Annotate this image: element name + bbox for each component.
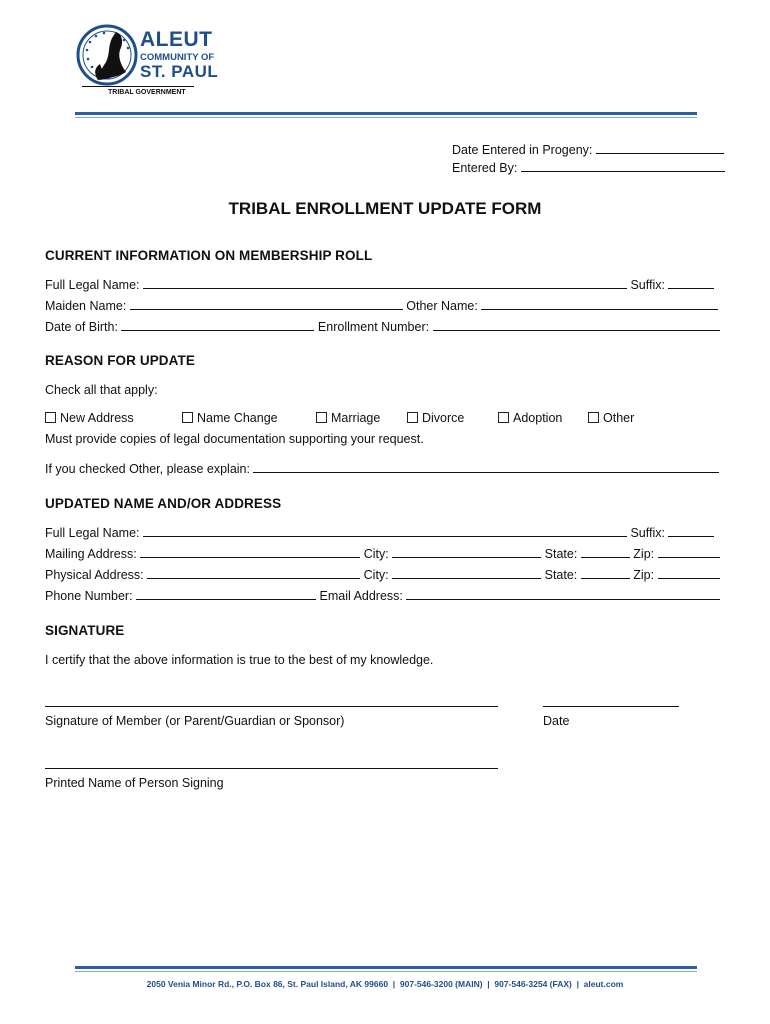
current-suffix-field[interactable]	[668, 277, 714, 289]
current-full-name-label: Full Legal Name:	[45, 278, 140, 292]
entered-by-row	[452, 160, 725, 175]
other-explain-row	[45, 461, 719, 476]
dob-label: Date of Birth:	[45, 320, 118, 334]
footer-rule-thin	[75, 971, 697, 972]
checkbox-new-address[interactable]: New Address	[45, 411, 134, 425]
current-dob-row	[45, 319, 720, 334]
current-full-name-field[interactable]	[143, 277, 627, 289]
mailing-zip-label: Zip:	[633, 547, 655, 561]
physical-address-row	[45, 567, 720, 582]
printed-name-line[interactable]	[45, 768, 498, 769]
checkbox-icon[interactable]	[588, 412, 599, 423]
current-name-row	[45, 277, 714, 292]
physical-city-field[interactable]	[392, 567, 541, 579]
entered-by-field[interactable]	[521, 160, 725, 172]
logo-divider	[82, 86, 194, 87]
physical-city-label: City:	[363, 568, 389, 582]
mailing-state-field[interactable]	[581, 546, 630, 558]
signature-line[interactable]	[45, 706, 498, 707]
physical-address-field[interactable]	[147, 567, 360, 579]
email-address-field[interactable]	[406, 588, 720, 600]
logo-name-line1: ALEUT	[140, 28, 213, 51]
updated-full-name-field[interactable]	[143, 525, 627, 537]
signature-heading: SIGNATURE	[45, 623, 125, 638]
physical-zip-field[interactable]	[658, 567, 720, 579]
updated-suffix-field[interactable]	[668, 525, 714, 537]
physical-zip-label: Zip:	[633, 568, 655, 582]
certify-statement: I certify that the above information is true to the best of my knowledge.	[45, 653, 434, 667]
other-name-label: Other Name:	[406, 299, 478, 313]
documentation-note: Must provide copies of legal documentation supporting your request.	[45, 432, 424, 446]
updated-name-row	[45, 525, 714, 540]
updated-full-name-label: Full Legal Name:	[45, 526, 140, 540]
checkbox-icon[interactable]	[498, 412, 509, 423]
checkbox-name-change[interactable]: Name Change	[182, 411, 278, 425]
maiden-name-field[interactable]	[130, 298, 403, 310]
header-rule	[75, 112, 697, 115]
other-name-field[interactable]	[481, 298, 718, 310]
printed-name-label: Printed Name of Person Signing	[45, 776, 224, 790]
updated-suffix-label: Suffix:	[630, 526, 665, 540]
email-address-label: Email Address:	[319, 589, 403, 603]
mailing-zip-field[interactable]	[658, 546, 720, 558]
phone-email-row	[45, 588, 720, 603]
logo-subtitle: TRIBAL GOVERNMENT	[108, 89, 186, 96]
mailing-address-label: Mailing Address:	[45, 547, 137, 561]
enrollment-number-label: Enrollment Number:	[317, 320, 430, 334]
checkbox-divorce[interactable]: Divorce	[407, 411, 464, 425]
form-title: TRIBAL ENROLLMENT UPDATE FORM	[228, 199, 542, 218]
phone-number-label: Phone Number:	[45, 589, 133, 603]
checkbox-icon[interactable]	[407, 412, 418, 423]
signature-label: Signature of Member (or Parent/Guardian or Sponsor)	[45, 714, 345, 728]
current-info-heading: CURRENT INFORMATION ON MEMBERSHIP ROLL	[45, 248, 373, 263]
maiden-name-label: Maiden Name:	[45, 299, 127, 313]
mailing-city-field[interactable]	[392, 546, 541, 558]
date-entered-field[interactable]	[596, 142, 724, 154]
reason-instruction: Check all that apply:	[45, 383, 158, 397]
entered-by-label: Entered By:	[452, 161, 518, 175]
signature-date-label: Date	[543, 714, 570, 728]
physical-state-label: State:	[544, 568, 578, 582]
other-explain-field[interactable]	[253, 461, 719, 473]
logo-name-line2: COMMUNITY OF	[140, 52, 215, 63]
logo-name-line3: ST. PAUL	[140, 62, 219, 81]
phone-number-field[interactable]	[136, 588, 316, 600]
header-rule-thin	[75, 117, 697, 118]
current-maiden-row	[45, 298, 718, 313]
physical-state-field[interactable]	[581, 567, 630, 579]
date-entered-label: Date Entered in Progeny:	[452, 143, 593, 157]
other-explain-label: If you checked Other, please explain:	[45, 462, 250, 476]
logo	[74, 24, 224, 100]
updated-heading: UPDATED NAME AND/OR ADDRESS	[45, 496, 282, 511]
mailing-city-label: City:	[363, 547, 389, 561]
enrollment-number-field[interactable]	[433, 319, 720, 331]
date-entered-row	[452, 142, 724, 157]
footer-rule	[75, 966, 697, 969]
mailing-state-label: State:	[544, 547, 578, 561]
physical-address-label: Physical Address:	[45, 568, 144, 582]
reason-heading: REASON FOR UPDATE	[45, 353, 195, 368]
mailing-address-row	[45, 546, 720, 561]
mailing-address-field[interactable]	[140, 546, 360, 558]
checkbox-icon[interactable]	[45, 412, 56, 423]
checkbox-icon[interactable]	[316, 412, 327, 423]
checkbox-adoption[interactable]: Adoption	[498, 411, 562, 425]
dob-field[interactable]	[121, 319, 314, 331]
checkbox-other[interactable]: Other	[588, 411, 634, 425]
footer-contact: 2050 Venia Minor Rd., P.O. Box 86, St. Paul Island, AK 99660 | 907-546-3200 (MAIN) | 907-546-3254 (FAX) | aleut.com	[146, 979, 624, 989]
checkbox-icon[interactable]	[182, 412, 193, 423]
date-line[interactable]	[543, 706, 679, 707]
checkbox-marriage[interactable]: Marriage	[316, 411, 380, 425]
logo-emblem-icon	[76, 24, 138, 86]
current-suffix-label: Suffix:	[630, 278, 665, 292]
